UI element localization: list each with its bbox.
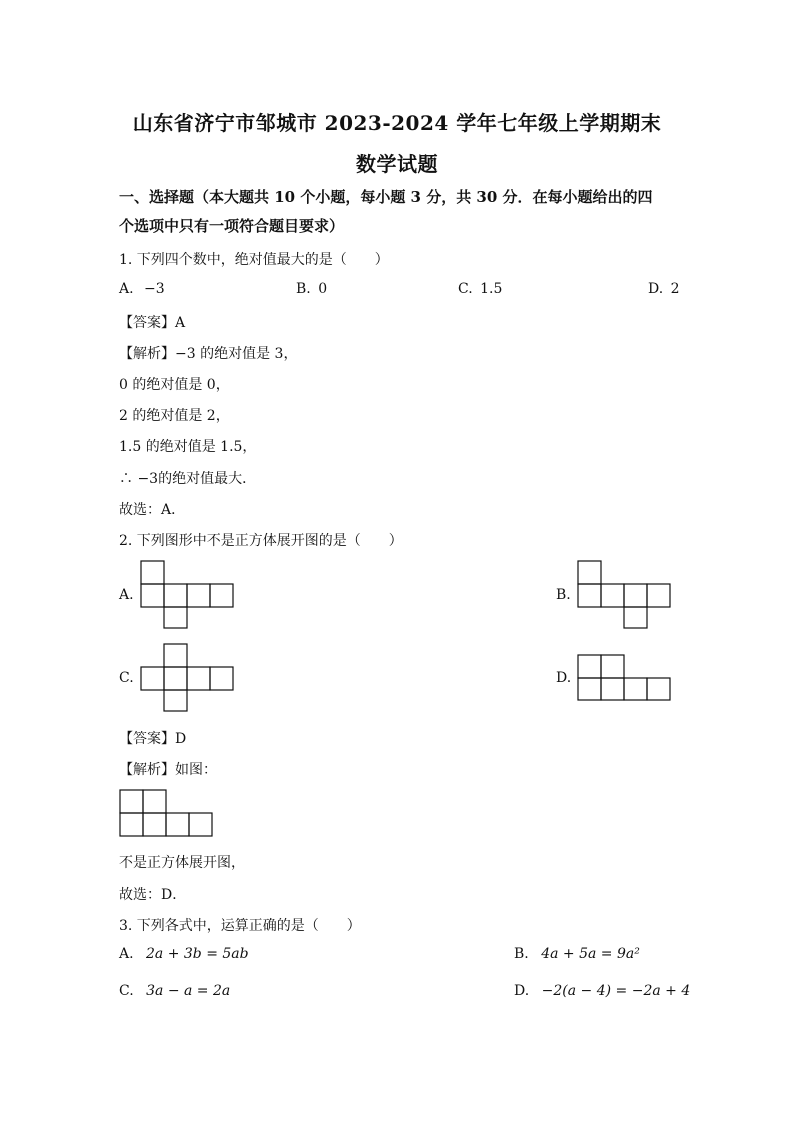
q2-answer: 【答案】D <box>119 731 187 747</box>
q2-option-a-label: A. <box>119 587 134 603</box>
q3-option-c-text: 3a − a = 2a <box>146 983 231 999</box>
q1-analysis-line: 2 的绝对值是 2， <box>119 408 230 424</box>
q1-option-b-label: B. <box>296 281 311 297</box>
q2-option-b-net <box>577 560 673 630</box>
q2-analysis-figure <box>119 789 217 839</box>
q3-stem: 3. 下列各式中，运算正确的是（ ） <box>119 918 361 934</box>
q1-analysis-line: 0 的绝对值是 0， <box>119 377 230 393</box>
q1-option-c-label: C. <box>458 281 473 297</box>
q3-option-d-text: −2(a − 4) = −2a + 4 <box>541 983 691 999</box>
document-subtitle: 数学试题 <box>356 152 438 176</box>
q2-option-c-label: C. <box>119 670 134 686</box>
q1-analysis-line: 故选：A． <box>119 502 186 518</box>
q2-option-d-label: D. <box>556 670 572 686</box>
q3-option-b <box>514 946 640 962</box>
q3-option-c <box>119 983 230 999</box>
section-heading-cont: 个选项中只有一项符合题目要求） <box>119 217 345 235</box>
q1-analysis-line: ∴ −3的绝对值最大． <box>119 471 257 487</box>
q2-analysis-line: 故选：D． <box>119 887 187 903</box>
q1-option-d <box>648 281 680 297</box>
q2-stem: 2. 下列图形中不是正方体展开图的是（ ） <box>119 533 403 549</box>
q1-option-c-text: 1.5 <box>480 281 503 297</box>
document-title: 山东省济宁市邹城市 2023-2024 学年七年级上学期期末 <box>132 111 662 135</box>
q1-analysis-line: 【解析】−3 的绝对值是 3， <box>119 346 298 362</box>
q2-option-b-label: B. <box>556 587 571 603</box>
q3-option-b-label: B. <box>514 946 529 962</box>
q3-option-d-label: D. <box>514 983 530 999</box>
q1-option-d-label: D. <box>648 281 664 297</box>
q3-option-d <box>514 983 690 999</box>
q2-analysis-line: 不是正方体展开图， <box>119 855 245 871</box>
q1-stem: 1. 下列四个数中，绝对值最大的是（ ） <box>119 252 389 268</box>
q1-option-a <box>119 281 165 297</box>
q1-option-a-label: A. <box>119 281 134 297</box>
q1-option-d-text: 2 <box>670 281 680 297</box>
q2-analysis-head: 【解析】如图： <box>119 762 217 778</box>
q3-option-a <box>119 946 249 962</box>
q2-option-d-net <box>577 654 673 704</box>
q3-option-c-label: C. <box>119 983 134 999</box>
q3-option-a-text: 2a + 3b = 5ab <box>146 946 249 962</box>
q1-option-c <box>458 281 502 297</box>
q1-answer: 【答案】A <box>119 315 186 331</box>
q1-analysis-line: 1.5 的绝对值是 1.5， <box>119 439 257 455</box>
q2-option-c-net <box>140 643 236 713</box>
q1-option-b <box>296 281 327 297</box>
q1-option-b-text: 0 <box>318 281 328 297</box>
q3-option-a-label: A. <box>119 946 134 962</box>
q3-option-b-text: 4a + 5a = 9a² <box>541 946 640 962</box>
q1-option-a-text: −3 <box>144 281 165 297</box>
q2-option-a-net <box>140 560 236 630</box>
section-heading: 一、选择题（本大题共 10 个小题，每小题 3 分，共 30 分．在每小题给出的四 <box>119 188 653 206</box>
